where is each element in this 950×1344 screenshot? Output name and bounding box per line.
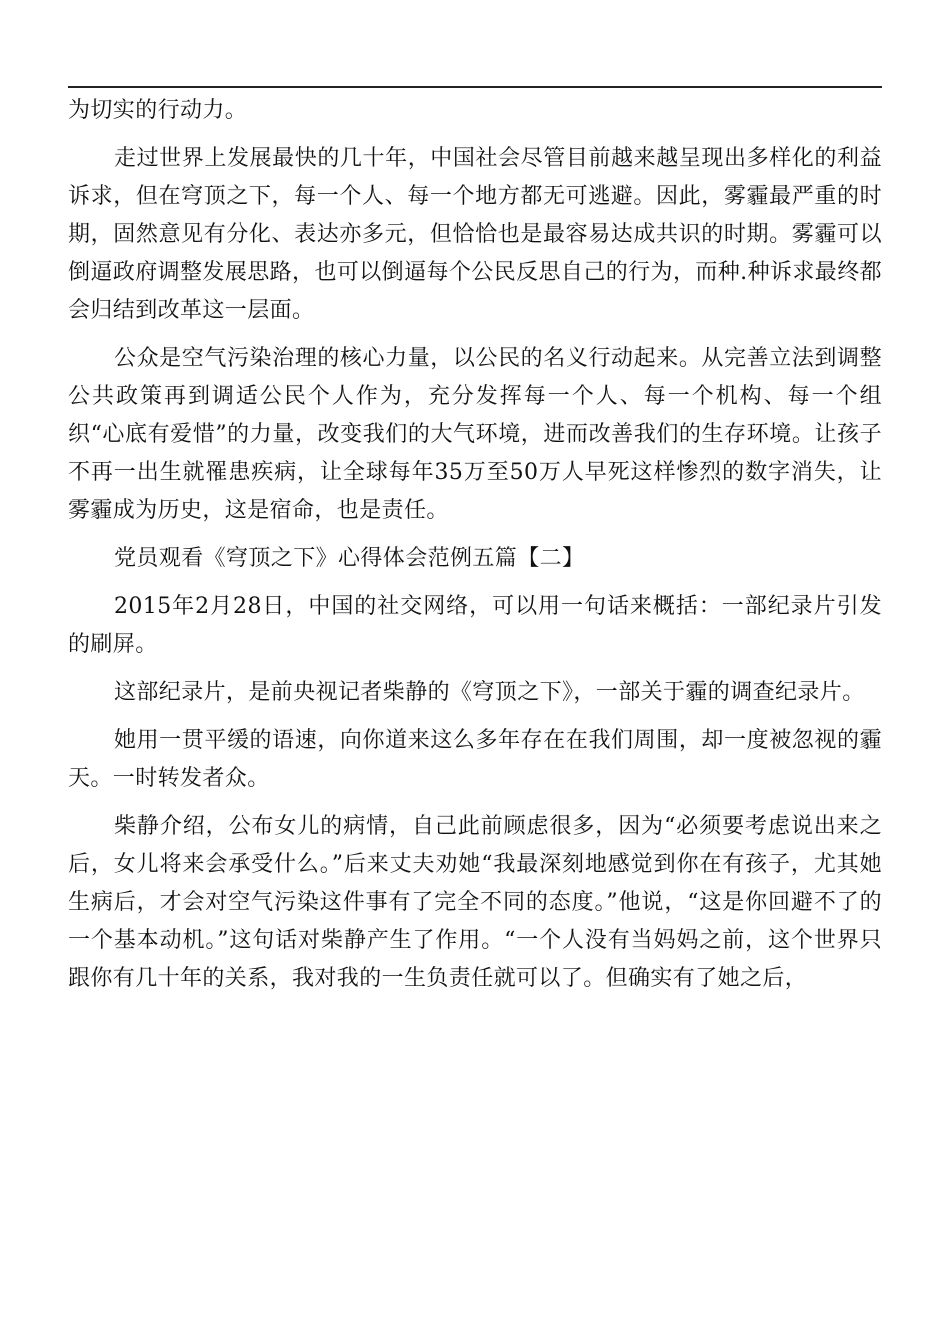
paragraph-reform: 走过世界上发展最快的几十年，中国社会尽管目前越来越呈现出多样化的利益诉求，但在穹顶之下，每一个人、每一个地方都无可逃避。因此，雾霾最严重的时期，固然意见有分化、表达亦多元，但恰恰也是最容易达成共识的时期。雾霾可以倒逼政府调整发展思路，也可以倒逼每个公民反思自己的行为，而种.种诉求最终都会归结到改革这一层面。 [68, 146, 882, 323]
header-rule [68, 86, 882, 88]
paragraph-documentary: 这部纪录片，是前央视记者柴静的《穹顶之下》，一部关于霾的调查纪录片。 [114, 680, 865, 705]
paragraph-public-force: 公众是空气污染治理的核心力量，以公民的名义行动起来。从完善立法到调整公共政策再到调适公民个人作为，充分发挥每一个人、每一个机构、每一个组织“心底有爱惜”的力量，改变我们的大气环境，进而改善我们的生存环境。让孩子不再一出生就罹患疾病，让全球每年35万至50万人早死这样惨烈的数字消失，让雾霾成为历史，这是宿命，也是责任。 [68, 346, 882, 523]
paragraph-date: 2015年2月28日，中国的社交网络，可以用一句话来概括：一部纪录片引发的刷屏。 [68, 594, 882, 657]
section-heading: 党员观看《穹顶之下》心得体会范例五篇【二】 [114, 546, 585, 571]
paragraph-continuation: 为切实的行动力。 [68, 98, 248, 123]
document-body [68, 92, 882, 998]
paragraph-chai-jing: 柴静介绍，公布女儿的病情，自己此前顾虑很多，因为“必须要考虑说出来之后，女儿将来会承受什么。”后来丈夫劝她“我最深刻地感觉到你在有孩子，尤其她生病后，才会对空气污染这件事有了完全不同的态度。”他说，“这是你回避不了的一个基本动机。”这句话对柴静产生了作用。“一个人没有当妈妈之前，这个世界只跟你有几十年的关系，我对我的一生负责任就可以了。但确实有了她之后， [68, 814, 882, 991]
paragraph-narration: 她用一贯平缓的语速，向你道来这么多年存在在我们周围，却一度被忽视的霾天。一时转发者众。 [68, 728, 882, 791]
